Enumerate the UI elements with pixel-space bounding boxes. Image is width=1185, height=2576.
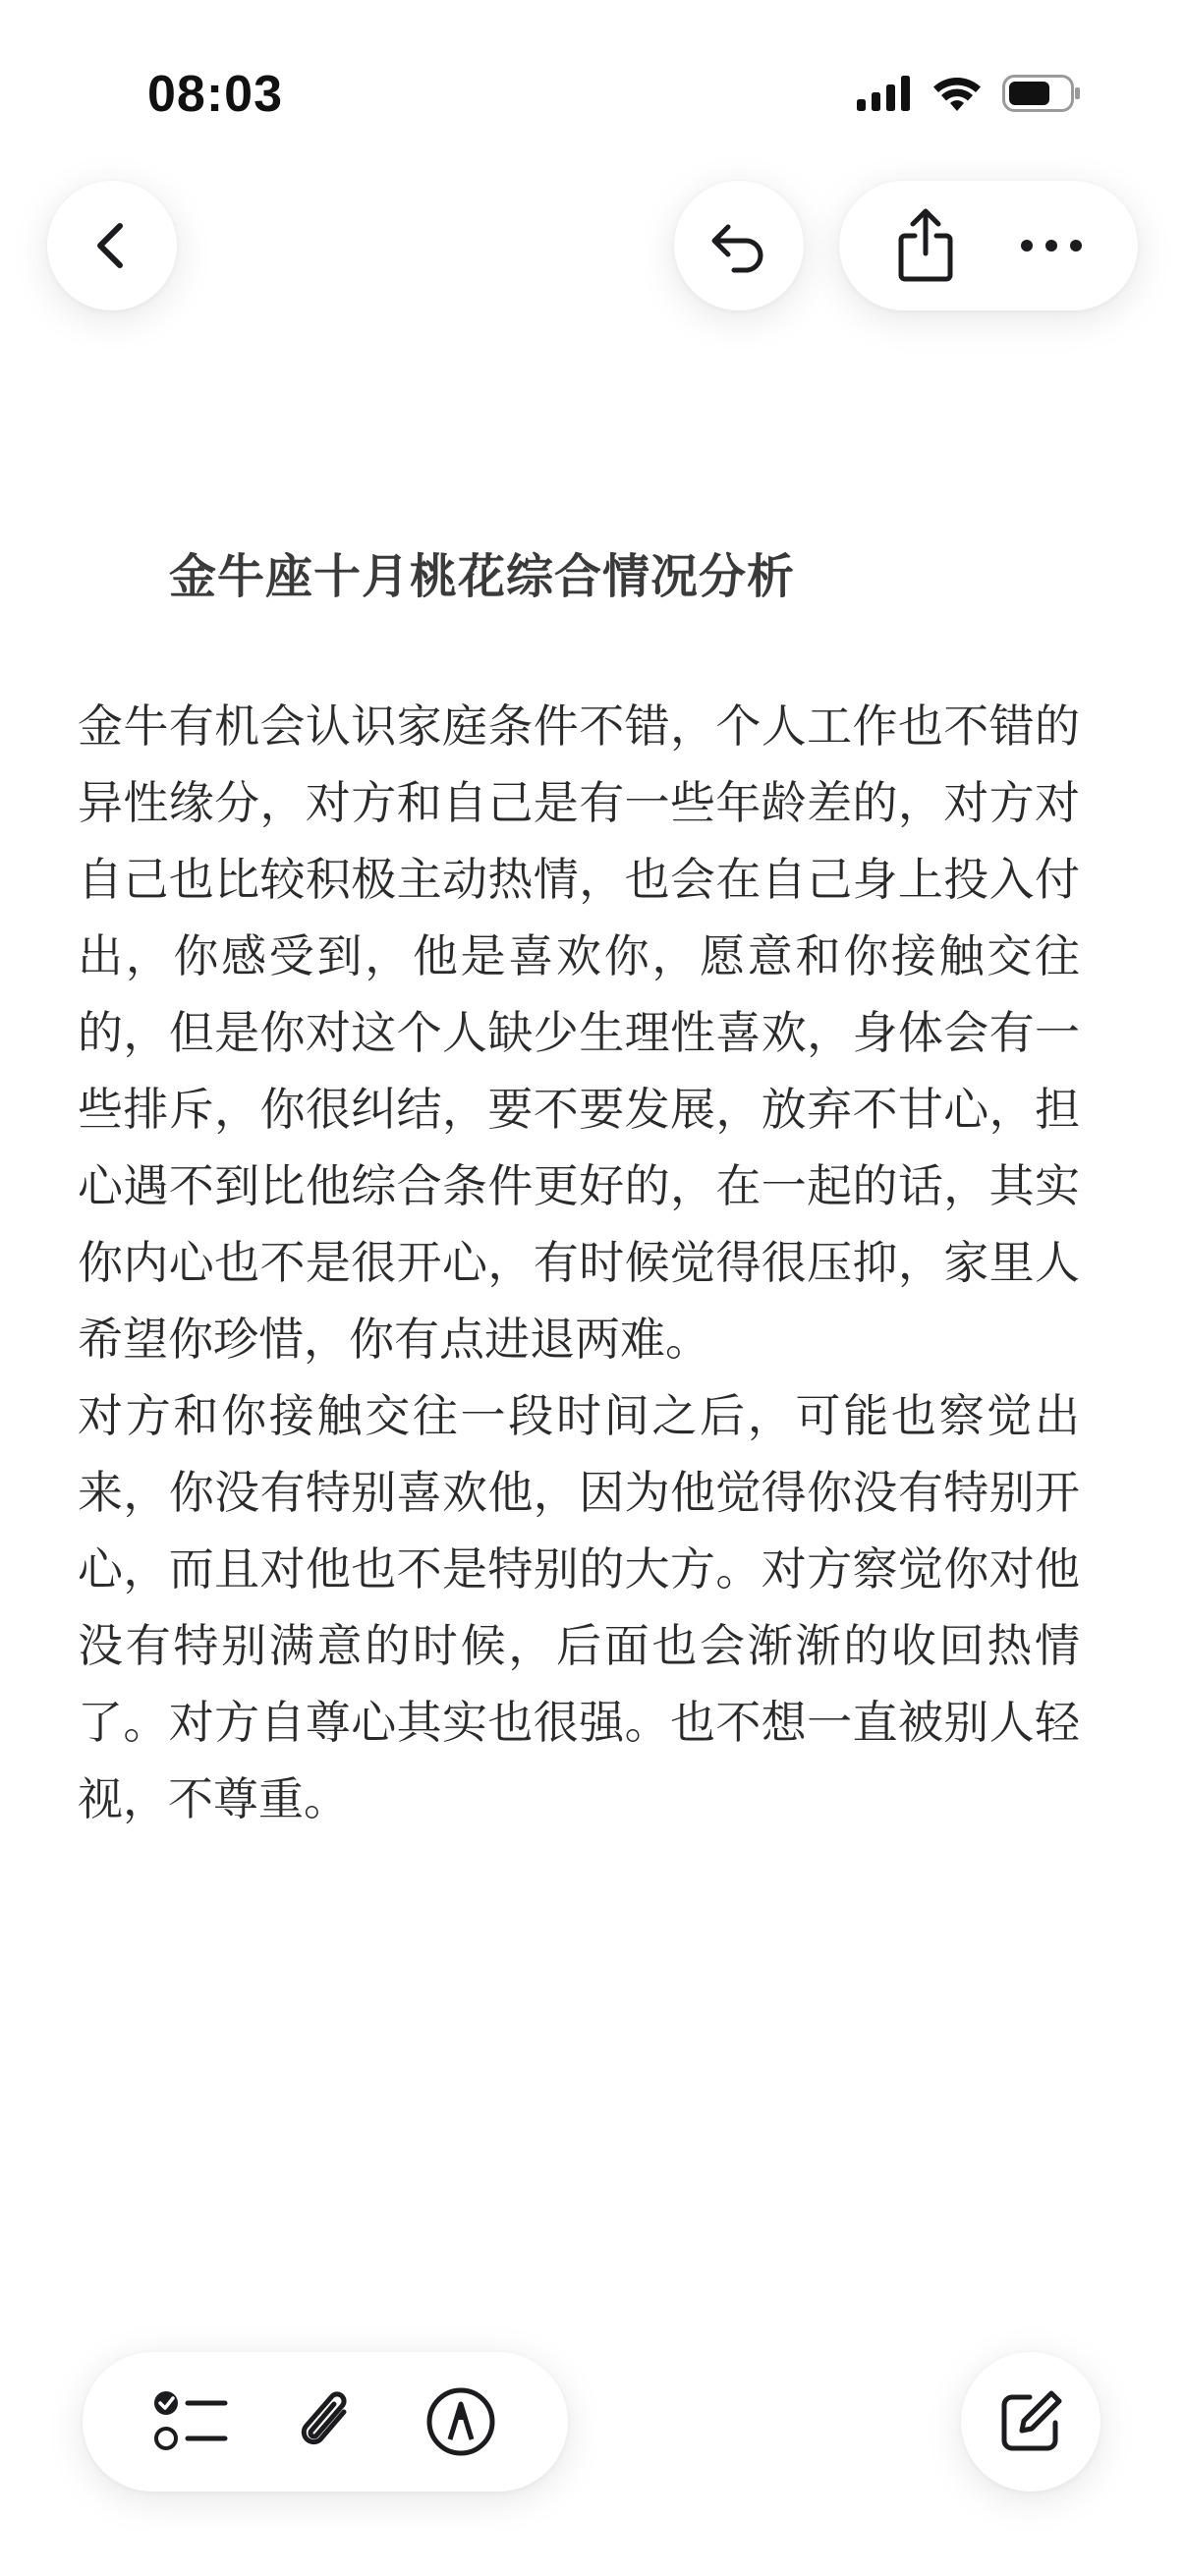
- note-paragraph: 对方和你接触交往一段时间之后，可能也察觉出来，你没有特别喜欢他，因为他觉得你没有特别开心，而且对他也不是特别的大方。对方察觉你对他没有特别满意的时候，后面也会渐渐的收回热情了。对方自尊心其实也很强。也不想一直被别人轻视，不尊重。: [78, 1389, 1080, 1825]
- paperclip-icon[interactable]: [293, 2382, 362, 2461]
- cellular-signal-icon: [857, 76, 912, 115]
- note-paragraph: 金牛有机会认识家庭条件不错，个人工作也不错的异性缘分，对方和自己是有一些年龄差的，对方对自己也比较积极主动热情，也会在自己身上投入付出，你感受到，他是喜欢你，愿意和你接触交往的，但是你对这个人缺少生理性喜欢，身体会有一些排斥，你很纠结，要不要发展，放弃不甘心，担心遇不到比他综合条件更好的，在一起的话，其实你内心也不是很开心，有时候觉得很压抑，家里人希望你珍惜，你有点进退两难。: [78, 700, 1080, 1366]
- status-time: 08:03: [147, 66, 283, 123]
- checklist-icon[interactable]: [152, 2387, 231, 2456]
- back-button[interactable]: [47, 181, 177, 310]
- compose-icon: [996, 2387, 1065, 2456]
- markup-pen-icon[interactable]: [423, 2384, 498, 2459]
- more-icon[interactable]: [1017, 236, 1086, 255]
- bottom-toolbar: [83, 2352, 568, 2492]
- note-body[interactable]: [78, 688, 1080, 1837]
- undo-icon: [705, 211, 773, 280]
- note-title[interactable]: 金牛座十月桃花综合情况分析: [169, 549, 796, 604]
- status-icons: [857, 75, 1081, 116]
- share-more-group: [839, 181, 1138, 310]
- status-bar: [0, 0, 1185, 187]
- undo-button[interactable]: [674, 181, 804, 310]
- share-icon[interactable]: [891, 206, 960, 285]
- wifi-icon: [933, 76, 981, 115]
- chevron-left-icon: [83, 216, 141, 275]
- battery-icon: [1002, 75, 1081, 116]
- compose-button[interactable]: [961, 2352, 1100, 2492]
